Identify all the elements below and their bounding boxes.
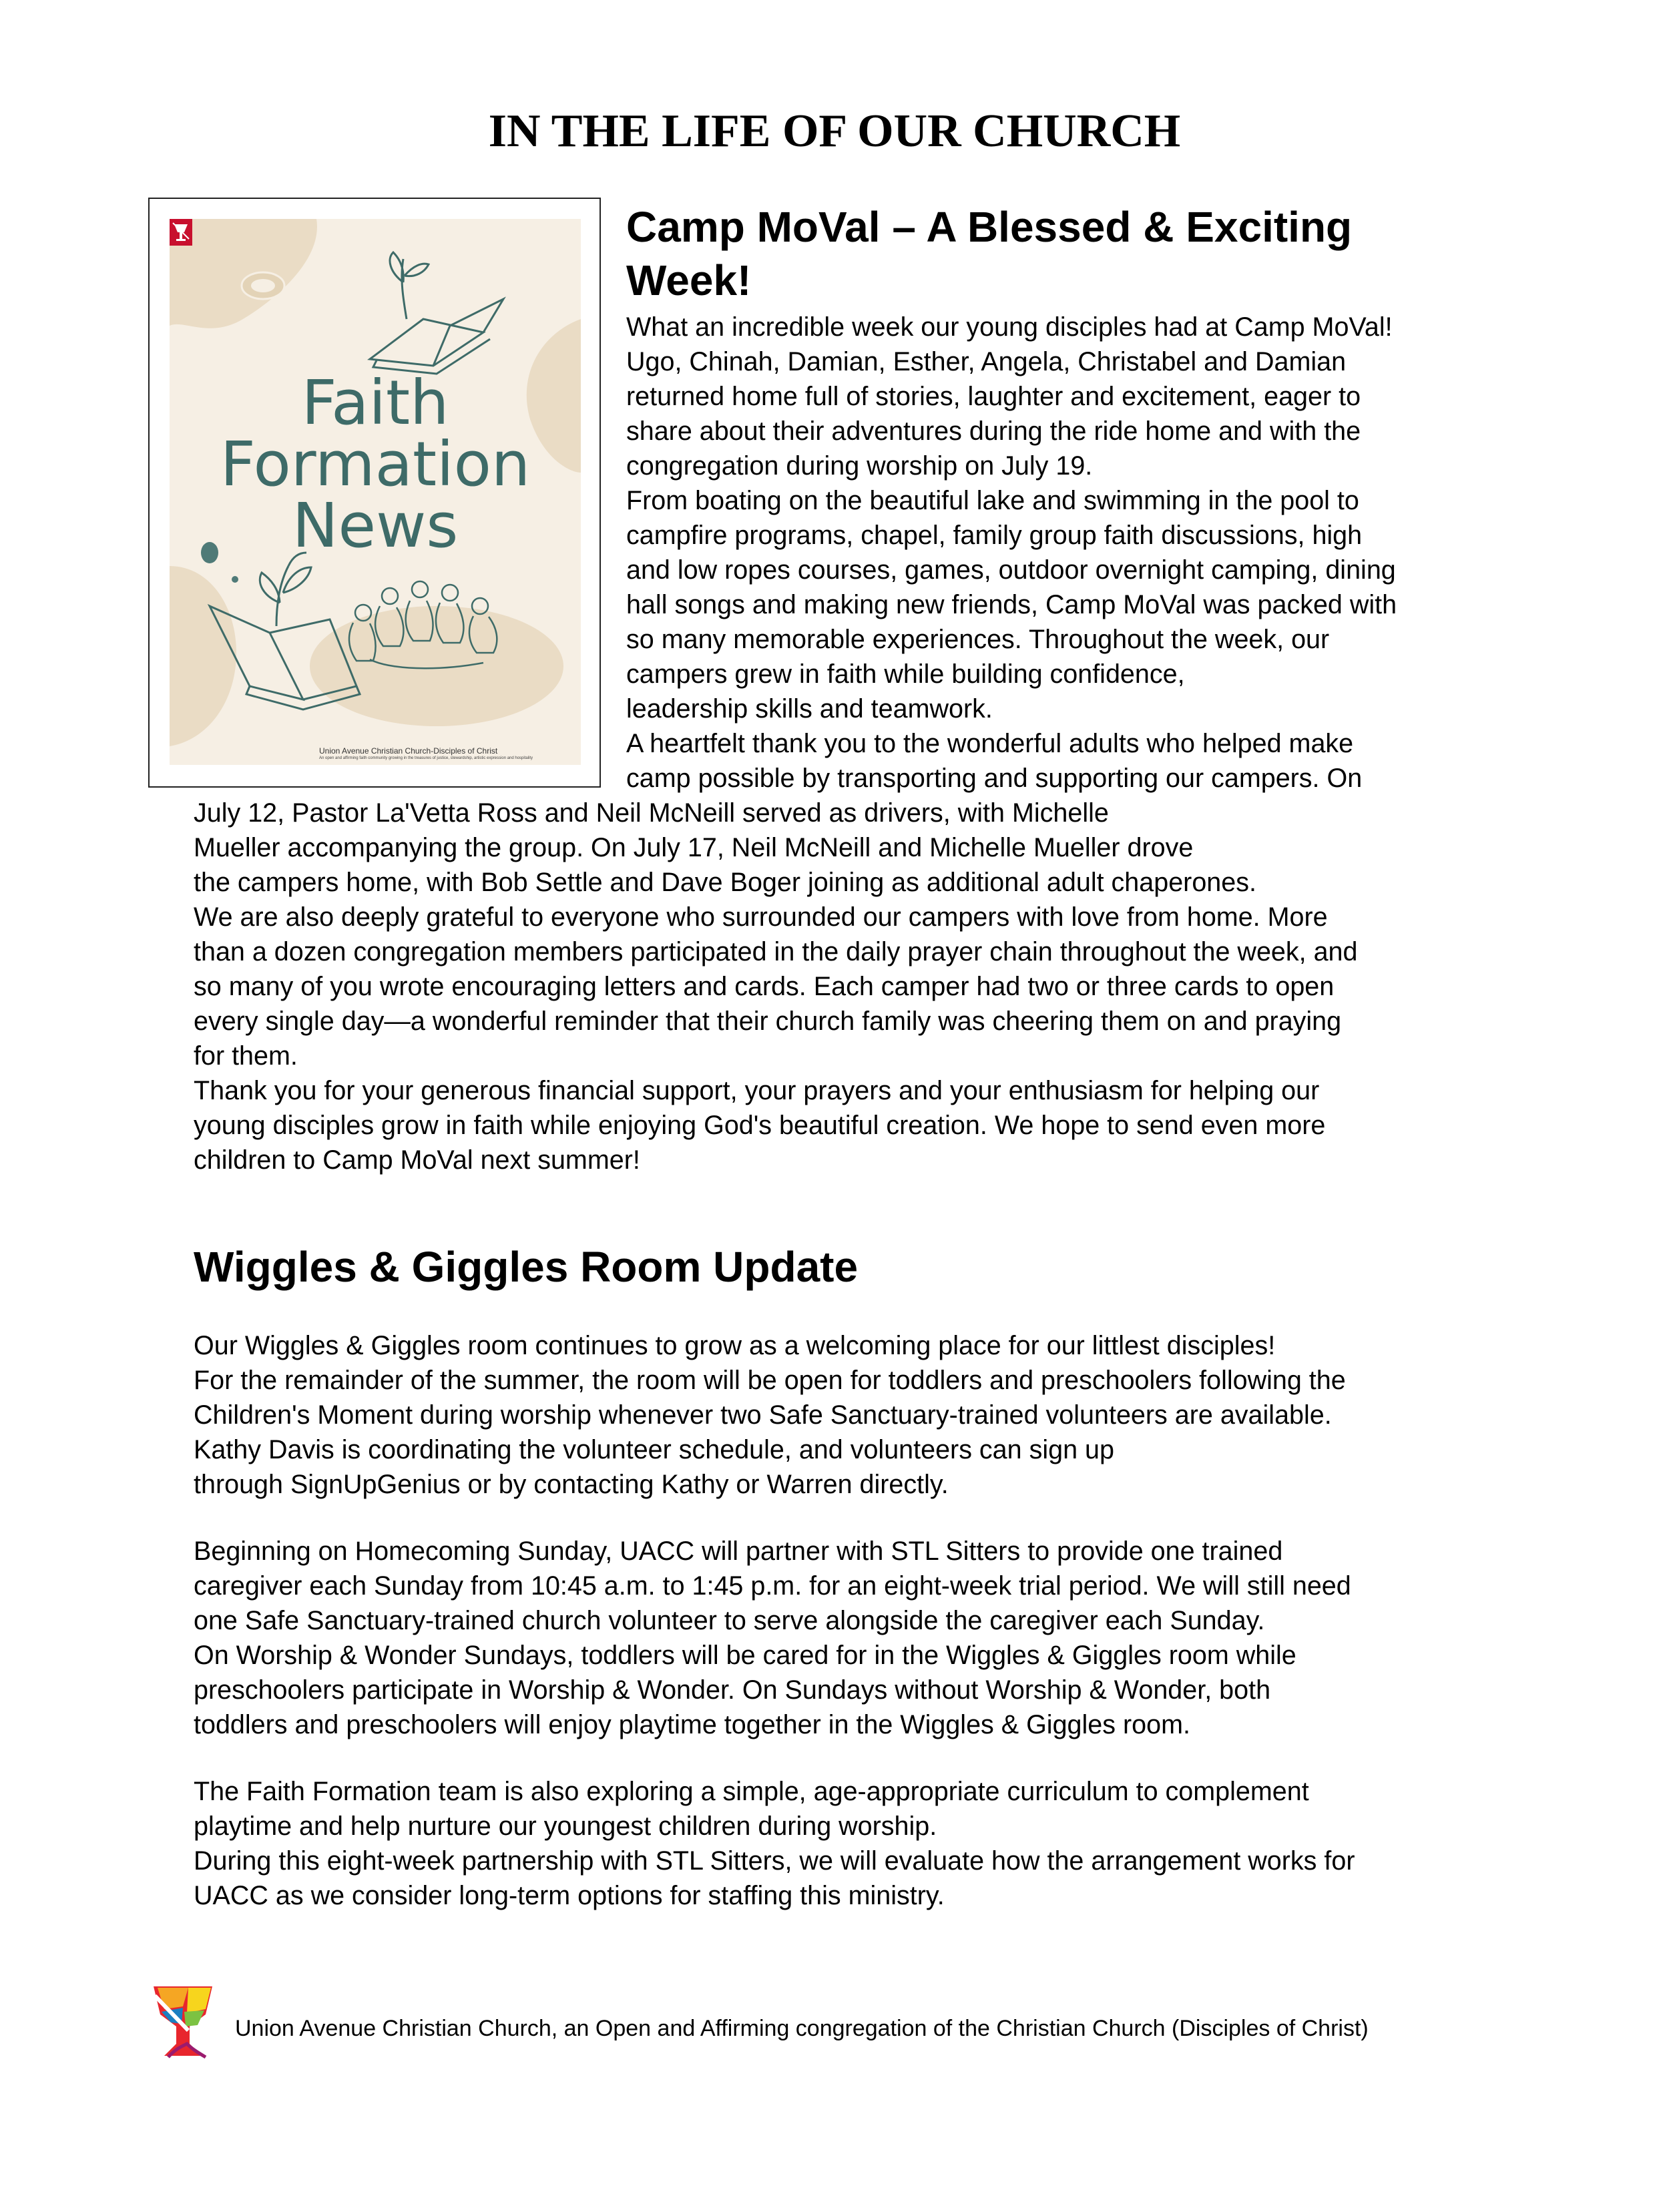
body-line: so many of you wrote encouraging letters and cards. Each camper had two or three cards to open bbox=[194, 972, 1335, 1001]
body-line: leadership skills and teamwork. bbox=[626, 694, 993, 724]
body-line: Mueller accompanying the group. On July 17, Neil McNeill and Michelle Mueller drove bbox=[194, 833, 1194, 862]
chalice-icon bbox=[148, 1982, 218, 2061]
body-line: Our Wiggles & Giggles room continues to grow as a welcoming place for our littlest disciples! bbox=[194, 1331, 1276, 1360]
cover-title-line: Faith bbox=[301, 367, 449, 439]
body-line: Ugo, Chinah, Damian, Esther, Angela, Christabel and Damian bbox=[626, 347, 1347, 376]
body-line: for them. bbox=[194, 1041, 298, 1071]
body-line: Thank you for your generous financial support, your prayers and your enthusiasm for helping our bbox=[194, 1076, 1320, 1105]
body-line: We are also deeply grateful to everyone who surrounded our campers with love from home. More bbox=[194, 902, 1328, 932]
body-line: than a dozen congregation members participated in the daily prayer chain throughout the week, and bbox=[194, 937, 1358, 966]
article-title-wiggles-giggles: Wiggles & Giggles Room Update bbox=[194, 1243, 859, 1291]
faith-formation-news-image bbox=[148, 198, 601, 788]
cover-footer bbox=[319, 746, 546, 761]
body-line: toddlers and preschoolers will enjoy playtime together in the Wiggles & Giggles room. bbox=[194, 1710, 1190, 1739]
body-line: returned home full of stories, laughter and excitement, eager to bbox=[626, 382, 1361, 411]
article-title-camp-moval bbox=[626, 200, 1481, 307]
cover-church-name: Union Avenue Christian Church-Disciples of Christ bbox=[319, 746, 498, 756]
body-line: A heartfelt thank you to the wonderful adults who helped make bbox=[626, 729, 1354, 758]
body-line: What an incredible week our young disciples had at Camp MoVal! bbox=[626, 312, 1393, 342]
body-line: campers grew in faith while building confidence, bbox=[626, 659, 1185, 689]
body-line: For the remainder of the summer, the room will be open for toddlers and preschoolers following the bbox=[194, 1366, 1346, 1395]
body-line: young disciples grow in faith while enjoying God's beautiful creation. We hope to send even more bbox=[194, 1111, 1326, 1140]
cover-title-line: Formation bbox=[220, 429, 531, 500]
body-line: On Worship & Wonder Sundays, toddlers will be cared for in the Wiggles & Giggles room while bbox=[194, 1641, 1296, 1670]
body-line: every single day—a wonderful reminder that their church family was cheering them on and praying bbox=[194, 1007, 1342, 1036]
body-line: playtime and help nurture our youngest children during worship. bbox=[194, 1812, 937, 1841]
article-title-line: Camp MoVal – A Blessed & Exciting bbox=[626, 203, 1353, 251]
article-title-line: Week! bbox=[626, 256, 752, 304]
open-book-icon bbox=[370, 252, 503, 374]
cover-title bbox=[170, 367, 581, 561]
body-line: one Safe Sanctuary-trained church volunteer to serve alongside the caregiver each Sunday. bbox=[194, 1606, 1265, 1635]
body-line: children to Camp MoVal next summer! bbox=[194, 1145, 640, 1175]
cover-artwork bbox=[170, 219, 581, 765]
body-line: through SignUpGenius or by contacting Kathy or Warren directly. bbox=[194, 1470, 949, 1499]
body-line: share about their adventures during the ride home and with the bbox=[626, 417, 1361, 446]
body-line: and low ropes courses, games, outdoor overnight camping, dining bbox=[626, 555, 1396, 585]
body-line: the campers home, with Bob Settle and Dave Boger joining as additional adult chaperones. bbox=[194, 868, 1256, 897]
body-line: Children's Moment during worship whenever two Safe Sanctuary-trained volunteers are available. bbox=[194, 1400, 1332, 1430]
footer-text: Union Avenue Christian Church, an Open and Affirming congregation of the Christian Church (Disciples of Christ) bbox=[235, 2016, 1369, 2041]
body-line: camp possible by transporting and supporting our campers. On bbox=[626, 764, 1363, 793]
body-line: From boating on the beautiful lake and swimming in the pool to bbox=[626, 486, 1359, 515]
body-line: caregiver each Sunday from 10:45 a.m. to 1:45 p.m. for an eight-week trial period. We will still need bbox=[194, 1571, 1351, 1601]
body-line: UACC as we consider long-term options for staffing this ministry. bbox=[194, 1881, 945, 1910]
cover-title-line: News bbox=[292, 490, 459, 561]
body-line: hall songs and making new friends, Camp MoVal was packed with bbox=[626, 590, 1397, 619]
page-title: IN THE LIFE OF OUR CHURCH bbox=[488, 105, 1181, 157]
body-line: Beginning on Homecoming Sunday, UACC will partner with STL Sitters to provide one trained bbox=[194, 1537, 1283, 1566]
body-line: preschoolers participate in Worship & Wonder. On Sundays without Worship & Wonder, both bbox=[194, 1675, 1271, 1705]
body-line: congregation during worship on July 19. bbox=[626, 451, 1093, 481]
chalice-icon bbox=[170, 219, 192, 246]
body-line: campfire programs, chapel, family group faith discussions, high bbox=[626, 521, 1363, 550]
body-line: July 12, Pastor La'Vetta Ross and Neil McNeill served as drivers, with Michelle bbox=[194, 798, 1109, 828]
cover-tagline: An open and affirming faith community growing in the treasures of justice, stewardship, artistic expression and hospitality bbox=[319, 756, 533, 760]
body-line: The Faith Formation team is also exploring a simple, age-appropriate curriculum to complement bbox=[194, 1777, 1309, 1806]
body-line: During this eight-week partnership with STL Sitters, we will evaluate how the arrangement works for bbox=[194, 1846, 1355, 1876]
body-line: so many memorable experiences. Throughout the week, our bbox=[626, 625, 1330, 654]
body-line: Kathy Davis is coordinating the volunteer schedule, and volunteers can sign up bbox=[194, 1435, 1114, 1464]
